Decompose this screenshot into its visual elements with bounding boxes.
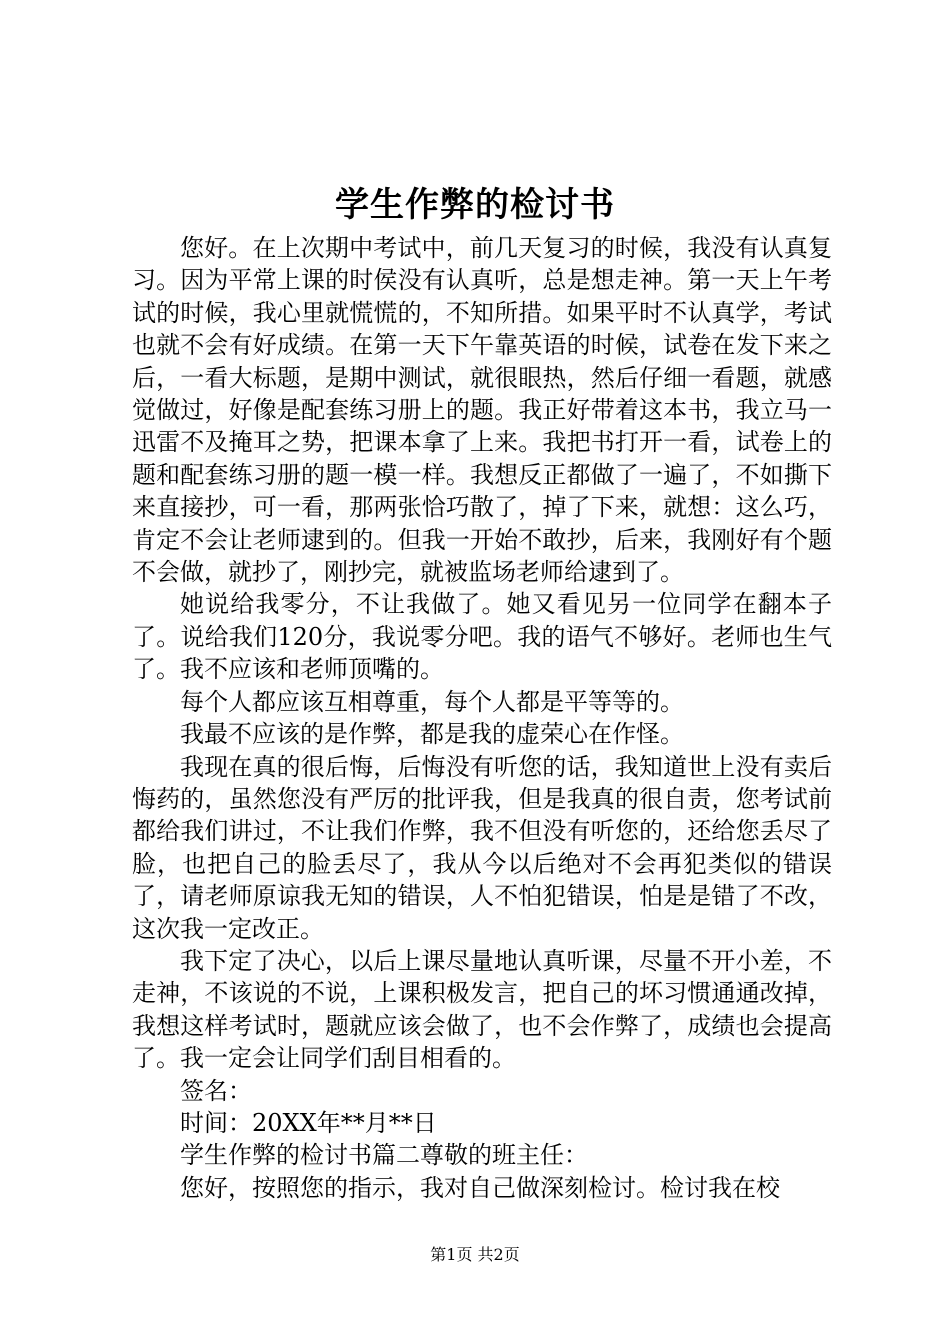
paragraph: 您好，按照您的指示，我对自己做深刻检讨。检讨我在校 (180, 1173, 780, 1202)
document-body (132, 232, 832, 1204)
paragraph: 我现在真的很后悔，后悔没有听您的话，我知道世上没有卖后悔药的，虽然您没有严厉的批评我，但是我真的很自责，您考试前都给我们讲过，不让我们作弊，我不但没有听您的，还给您丢尽了脸，也把自己的脸丢尽了，我从今以后绝对不会再犯类似的错误了，请老师原谅我无知的错误，人不怕犯错误，怕是是错了不改，这次我一定改正。 (132, 752, 832, 943)
paragraph: 您好。在上次期中考试中，前几天复习的时候，我没有认真复习。因为平常上课的时侯没有认真听，总是想走神。第一天上午考试的时候，我心里就慌慌的，不知所措。如果平时不认真学，考试也就不会有好成绩。在第一天下午靠英语的时候，试卷在发下来之后，一看大标题，是期中测试，就很眼热，然后仔细一看题，就感觉做过，好像是配套练习册上的题。我正好带着这本书，我立马一迅雷不及掩耳之势，把课本拿了上来。我把书打开一看，试卷上的题和配套练习册的题一模一样。我想反正都做了一遍了，不如撕下来直接抄，可一看，那两张恰巧散了，掉了下来，就想：这么巧，肯定不会让老师逮到的。但我一开始不敢抄，后来，我刚好有个题不会做，就抄了，刚抄完，就被监场老师给逮到了。 (132, 234, 832, 587)
date-line: 时间：20XX年**月**日 (180, 1108, 437, 1137)
paragraph: 她说给我零分，不让我做了。她又看见另一位同学在翻本子了。说给我们120分，我说零分吧。我的语气不够好。老师也生气了。我不应该和老师顶嘴的。 (132, 590, 832, 684)
section-heading: 学生作弊的检讨书篇二尊敬的班主任： (180, 1141, 588, 1170)
signature-line: 签名： (180, 1076, 252, 1105)
page-footer: 第1页 共2页 (430, 1245, 520, 1264)
page-title: 学生作弊的检讨书 (335, 185, 615, 225)
paragraph: 我最不应该的是作弊，都是我的虚荣心在作怪。 (180, 720, 684, 749)
paragraph: 每个人都应该互相尊重，每个人都是平等等的。 (180, 687, 684, 716)
paragraph: 我下定了决心，以后上课尽量地认真听课，尽量不开小差，不走神，不该说的不说，上课积极发言，把自己的坏习惯通通改掉，我想这样考试时，题就应该会做了，也不会作弊了，成绩也会提高了。我一定会让同学们刮目相看的。 (132, 946, 832, 1073)
